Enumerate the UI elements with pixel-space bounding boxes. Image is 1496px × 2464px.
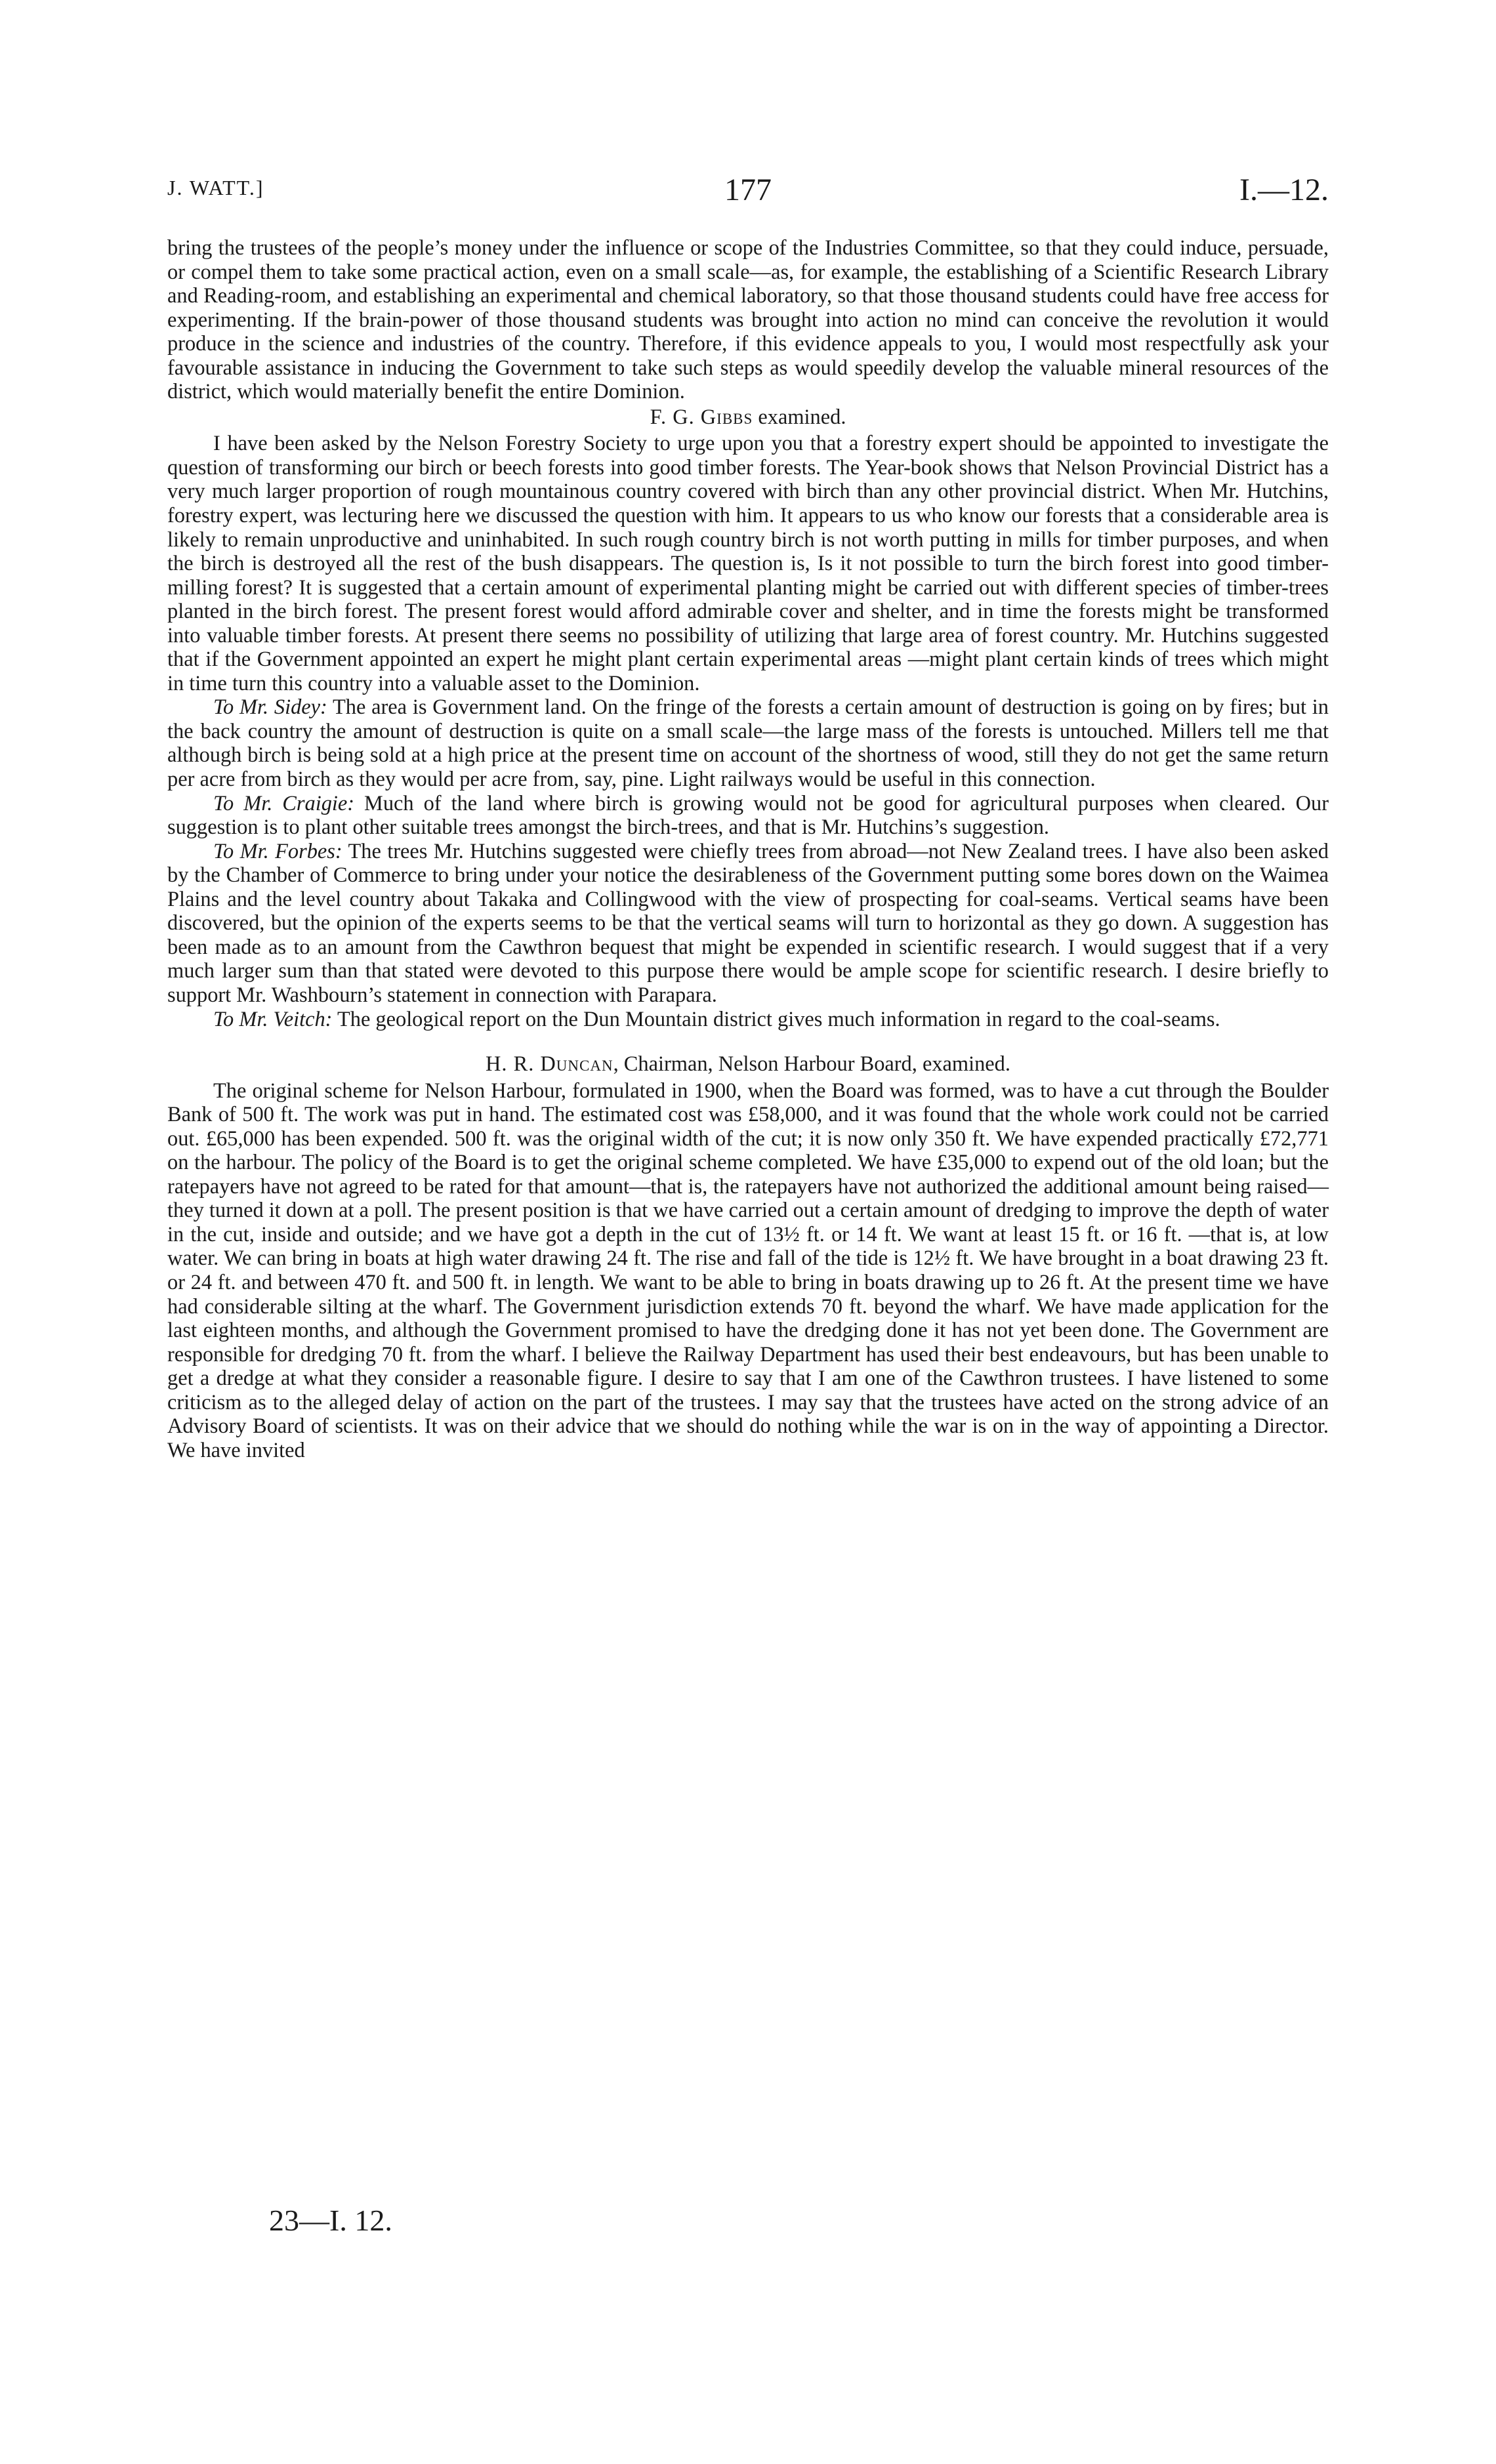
document-reference: I.—12. xyxy=(1239,173,1329,207)
heading-suffix: , Chairman, Nelson Harbour Board, examined. xyxy=(613,1052,1010,1077)
witness-name: F. G. Gibbs xyxy=(650,405,753,429)
paragraph-gibbs-statement: I have been asked by the Nelson Forestry Society to urge upon you that a forestry expert should be appointed to investigate the question of transforming our birch or beech forests into good timber forests. The Year-book shows that Nelson Provincial District has a very much larger proportion of rough mountainous country covered with birch than any other provincial district. When Mr. Hutchins, forestry expert, was lecturing here we discussed the question with him. It appears to us who know our forests that a considerable area is likely to remain unproductive and uninhabited. In such rough country birch is not worth putting in mills for timber purposes, and when the birch is destroyed all the rest of the bush disappears. The question is, Is it not possible to turn the birch forest into good timber-milling forest? It is suggested that a certain amount of experimental planting might be carried out with different species of timber-trees planted in the birch forest. The present forest would afford admirable cover and shelter, and in time the forests might be transformed into valuable timber forests. At present there seems no possibility of utilizing that large area of forest country. Mr. Hutchins suggested that if the Government appointed an expert he might plant certain experimental areas —might plant certain kinds of trees which might in time turn this country into a valuable asset to the Dominion. xyxy=(167,432,1329,695)
answer-text: The geological report on the Dun Mountain district gives much information in regard to the coal-seams. xyxy=(332,1007,1220,1031)
page-header xyxy=(0,172,1496,218)
paragraph-answer-forbes xyxy=(167,840,1329,1008)
running-head-left: J. WATT.] xyxy=(167,176,264,199)
paragraph-answer-veitch xyxy=(167,1008,1329,1032)
heading-suffix: examined. xyxy=(753,405,846,429)
questioner-label: To Mr. Veitch: xyxy=(213,1007,333,1031)
paragraph-answer-craigie xyxy=(167,792,1329,840)
paragraph-answer-sidey xyxy=(167,695,1329,791)
questioner-label: To Mr. Craigie: xyxy=(213,791,355,815)
page-number: 177 xyxy=(724,173,772,207)
answer-text: The area is Government land. On the fringe of the forests a certain amount of destruction is going on by fires; but in the back country the amount of destruction is quite on a small scale—the large mass of the forests is untouched. Millers tell me that although birch is being sold at a high price at the present time on account of the shortness of wood, still they do not get the same return per acre from birch as they would per acre from, say, pine. Light railways would be useful in this connection. xyxy=(167,695,1329,792)
witness-name: H. R. Duncan xyxy=(486,1052,613,1077)
questioner-label: To Mr. Sidey: xyxy=(213,695,327,720)
signature-mark: 23—I. 12. xyxy=(269,2204,392,2237)
answer-text: Much of the land where birch is growing would not be good for agricultural purposes when cleared. Our suggestion is to plant other suitable trees amongst the birch-trees, and that is Mr. Hutchins’s suggestion. xyxy=(167,791,1329,840)
paragraph-duncan-statement: The original scheme for Nelson Harbour, formulated in 1900, when the Board was formed, was to have a cut through the Boulder Bank of 500 ft. The work was put in hand. The estimated cost was £58,000, and it was found that the whole work could not be carried out. £65,000 has been expended. 500 ft. was the original width of the cut; it is now only 350 ft. We have expended practically £72,771 on the harbour. The policy of the Board is to get the original scheme completed. We have £35,000 to expend out of the old loan; but the ratepayers have not agreed to be rated for that amount—that is, the ratepayers have not authorized the additional amount being raised—they turned it down at a poll. The present position is that we have carried out a certain amount of dredging to improve the depth of water in the cut, inside and outside; and we have got a depth in the cut of 13½ ft. or 14 ft. We want at least 15 ft. or 16 ft. —that is, at low water. We can bring in boats at high water drawing 24 ft. The rise and fall of the tide is 12½ ft. We have brought in a boat drawing 23 ft. or 24 ft. and between 470 ft. and 500 ft. in length. We want to be able to bring in boats drawing up to 26 ft. At the present time we have had considerable silting at the wharf. The Government jurisdiction extends 70 ft. beyond the wharf. We have made application for the last eighteen months, and although the Government promised to have the dredging done it has not yet been done. The Government are responsible for dredging 70 ft. from the wharf. I believe the Railway Department has used their best endeavours, but has been unable to get a dredge at what they consider a reasonable figure. I desire to say that I am one of the Cawthron trustees. I have listened to some criticism as to the alleged delay of action on the part of the trustees. I may say that the trustees have acted on the strong advice of an Advisory Board of scientists. It was on their advice that we should do nothing while the war is on in the way of appointing a Director. We have invited xyxy=(167,1078,1329,1462)
paragraph-intro: bring the trustees of the people’s money under the influence or scope of the Industries Committee, so that they could induce, persuade, or compel them to take some practical action, even on a small scale—as, for example, the establishing of a Scientific Research Library and Reading-room, and establishing an experimental and chemical laboratory, so that those thousand students could have free access for experimenting. If the brain-power of those thousand students was brought into action no mind can conceive the revolution it would produce in the science and industries of the country. Therefore, if this evidence appeals to you, I would most respectfully ask your favourable assistance in inducing the Government to take such steps as would speedily develop the valuable mineral resources of the district, which would materially benefit the entire Dominion. xyxy=(167,236,1329,404)
answer-text: The trees Mr. Hutchins suggested were chiefly trees from abroad—not New Zealand trees. I have also been asked by the Chamber of Commerce to bring under your notice the desirableness of the Government putting some bores down on the Waimea Plains and the level country about Takaka and Collingwood with the view of prospecting for coal-seams. Vertical seams have been discovered, but the opinion of the experts seems to be that the vertical seams will turn to horizontal as they go down. A suggestion has been made as to an amount from the Cawthron bequest that might be expended in scientific research. I would suggest that if a very much larger sum than that stated were devoted to this purpose there would be ample scope for scientific research. I desire briefly to support Mr. Washbourn’s statement in connection with Parapara. xyxy=(167,839,1329,1007)
page-body xyxy=(167,236,1329,1462)
section-heading-duncan xyxy=(167,1052,1329,1077)
questioner-label: To Mr. Forbes: xyxy=(213,839,343,863)
section-heading-gibbs xyxy=(167,405,1329,430)
